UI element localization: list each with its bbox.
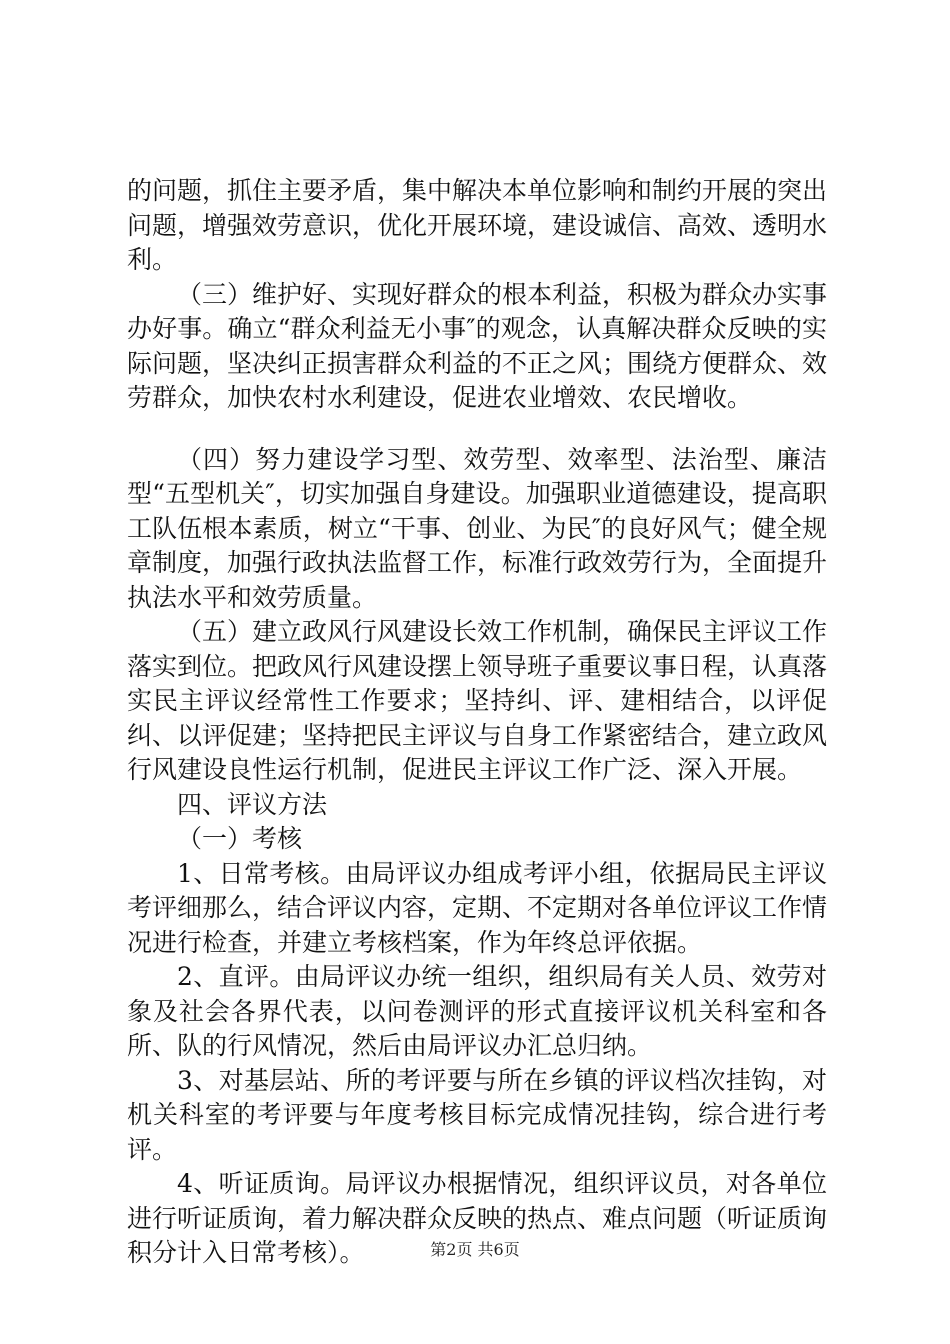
section-heading: 四、评议方法 (177, 789, 328, 819)
paragraph-item-three: （三）维护好、实现好群众的根本利益，积极为群众办实事办好事。确立“群众利益无小事″的观念，认真解决群众反映的实际问题，坚决纠正损害群众利益的不正之风；围绕方便群众、效劳群众，加快农村水利建设，促进农业增效、农民增收。 (127, 279, 828, 412)
paragraph-continuation: 的问题，抓住主要矛盾，集中解决本单位影响和制约开展的突出问题，增强效劳意识，优化开展环境，建设诚信、高效、透明水利。 (127, 176, 828, 274)
list-item-direct-review: 2、直评。由局评议办统一组织，组织局有关人员、效劳对象及社会各界代表，以问卷测评的形式直接评议机关科室和各所、队的行风情况，然后由局评议办汇总归纳。 (127, 962, 827, 1060)
sub-heading: （一）考核 (177, 824, 303, 853)
paragraph-item-five: （五）建立政风行风建设长效工作机制，确保民主评议工作落实到位。把政风行风建设摆上领导班子重要议事日程，认真落实民主评议经常性工作要求；坚持纠、评、建相结合，以评促纠、以评促建；坚持把民主评议与自身工作紧密结合，建立政风行风建设良性运行机制，促进民主评议工作广泛、深入开展。 (127, 617, 828, 784)
list-item-grassroots-review: 3、对基层站、所的考评要与所在乡镇的评议档次挂钩，对机关科室的考评要与年度考核目标完成情况挂钩，综合进行考评。 (127, 1065, 827, 1164)
page-number-footer: 第2页 共6页 (430, 1240, 520, 1259)
paragraph-item-four: （四）努力建设学习型、效劳型、效率型、法治型、廉洁型“五型机关″，切实加强自身建设。加强职业道德建设，提高职工队伍根本素质，树立“干事、创业、为民″的良好风气；健全规章制度，加强行政执法监督工作，标准行政效劳行为，全面提升执法水平和效劳质量。 (127, 444, 828, 612)
document-body (127, 174, 827, 1271)
list-item-hearing-inquiry: 4、听证质询。局评议办根据情况，组织评议员，对各单位进行听证质询，着力解决群众反映的热点、难点问题（听证质询积分计入日常考核）。 (127, 1169, 828, 1267)
list-item-daily-assessment: 1、日常考核。由局评议办组成考评小组，依据局民主评议考评细那么，结合评议内容，定期、不定期对各单位评议工作情况进行检查，并建立考核档案，作为年终总评依据。 (127, 858, 828, 957)
